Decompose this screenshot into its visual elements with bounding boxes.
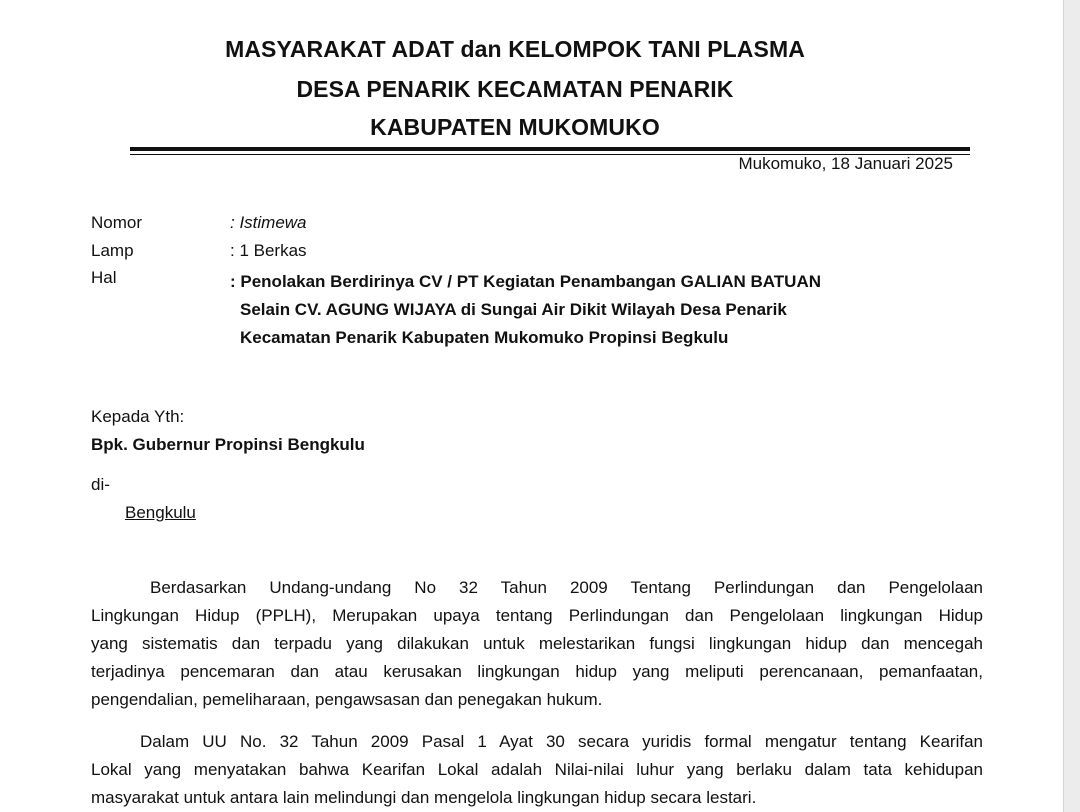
- paragraph-line: pengendalian, pemeliharaan, pengawsasan dan penegakan hukum.: [91, 690, 603, 709]
- recipient-city: Bengkulu: [125, 503, 196, 522]
- letterhead-line-2: DESA PENARIK KECAMATAN PENARIK: [296, 76, 734, 102]
- body-paragraph-2: [91, 728, 983, 812]
- paragraph-line: yang sistematis dan terpadu yang dilakukan untuk melestarikan fungsi lingkungan hidup dan mencegah: [91, 634, 983, 653]
- paragraph-line: Dalam UU No. 32 Tahun 2009 Pasal 1 Ayat 30 secara yuridis formal mengatur tentang Kearifan: [140, 732, 983, 751]
- nomor-label: Nomor: [91, 213, 143, 232]
- hal-subject-line: : Penolakan Berdirinya CV / PT Kegiatan Penambangan GALIAN BATUAN: [230, 272, 822, 291]
- paragraph-line: Lingkungan Hidup (PPLH), Merupakan upaya tentang Perlindungan dan Pengelolaan lingkungan Hidup: [91, 606, 983, 625]
- recipient-di: di-: [91, 475, 110, 494]
- nomor-value: : Istimewa: [230, 213, 307, 232]
- paragraph-line: masyarakat untuk antara lain melindungi dan mengelola lingkungan hidup secara lestari.: [91, 788, 757, 807]
- hal-subject-line: Selain CV. AGUNG WIJAYA di Sungai Air Dikit Wilayah Desa Penarik: [240, 300, 787, 319]
- letterhead-line-3: KABUPATEN MUKOMUKO: [370, 114, 660, 140]
- paragraph-line: Lokal yang menyatakan bahwa Kearifan Lokal adalah Nilai-nilai luhur yang berlaku dalam tata kehidupan: [91, 760, 983, 779]
- letter-date: Mukomuko, 18 Januari 2025: [738, 154, 953, 173]
- paragraph-line: Berdasarkan Undang-undang No 32 Tahun 2009 Tentang Perlindungan dan Pengelolaan: [150, 578, 983, 597]
- lamp-value: : 1 Berkas: [230, 241, 307, 260]
- body-paragraph-1: [91, 574, 983, 714]
- letterhead-rule-thick: [130, 147, 970, 151]
- recipient-name: Bpk. Gubernur Propinsi Bengkulu: [91, 435, 365, 454]
- letterhead-line-1: MASYARAKAT ADAT dan KELOMPOK TANI PLASMA: [225, 36, 805, 62]
- paragraph-line: terjadinya pencemaran dan atau kerusakan lingkungan hidup yang meliputi perencanaan, pemanfaatan,: [91, 662, 983, 681]
- recipient-greeting: Kepada Yth:: [91, 407, 185, 426]
- lamp-label: Lamp: [91, 241, 134, 260]
- hal-subject-line: Kecamatan Penarik Kabupaten Mukomuko Propinsi Begkulu: [240, 328, 729, 347]
- page-edge-margin: [1064, 0, 1080, 812]
- hal-label: Hal: [91, 268, 117, 287]
- hal-subject: [230, 268, 821, 352]
